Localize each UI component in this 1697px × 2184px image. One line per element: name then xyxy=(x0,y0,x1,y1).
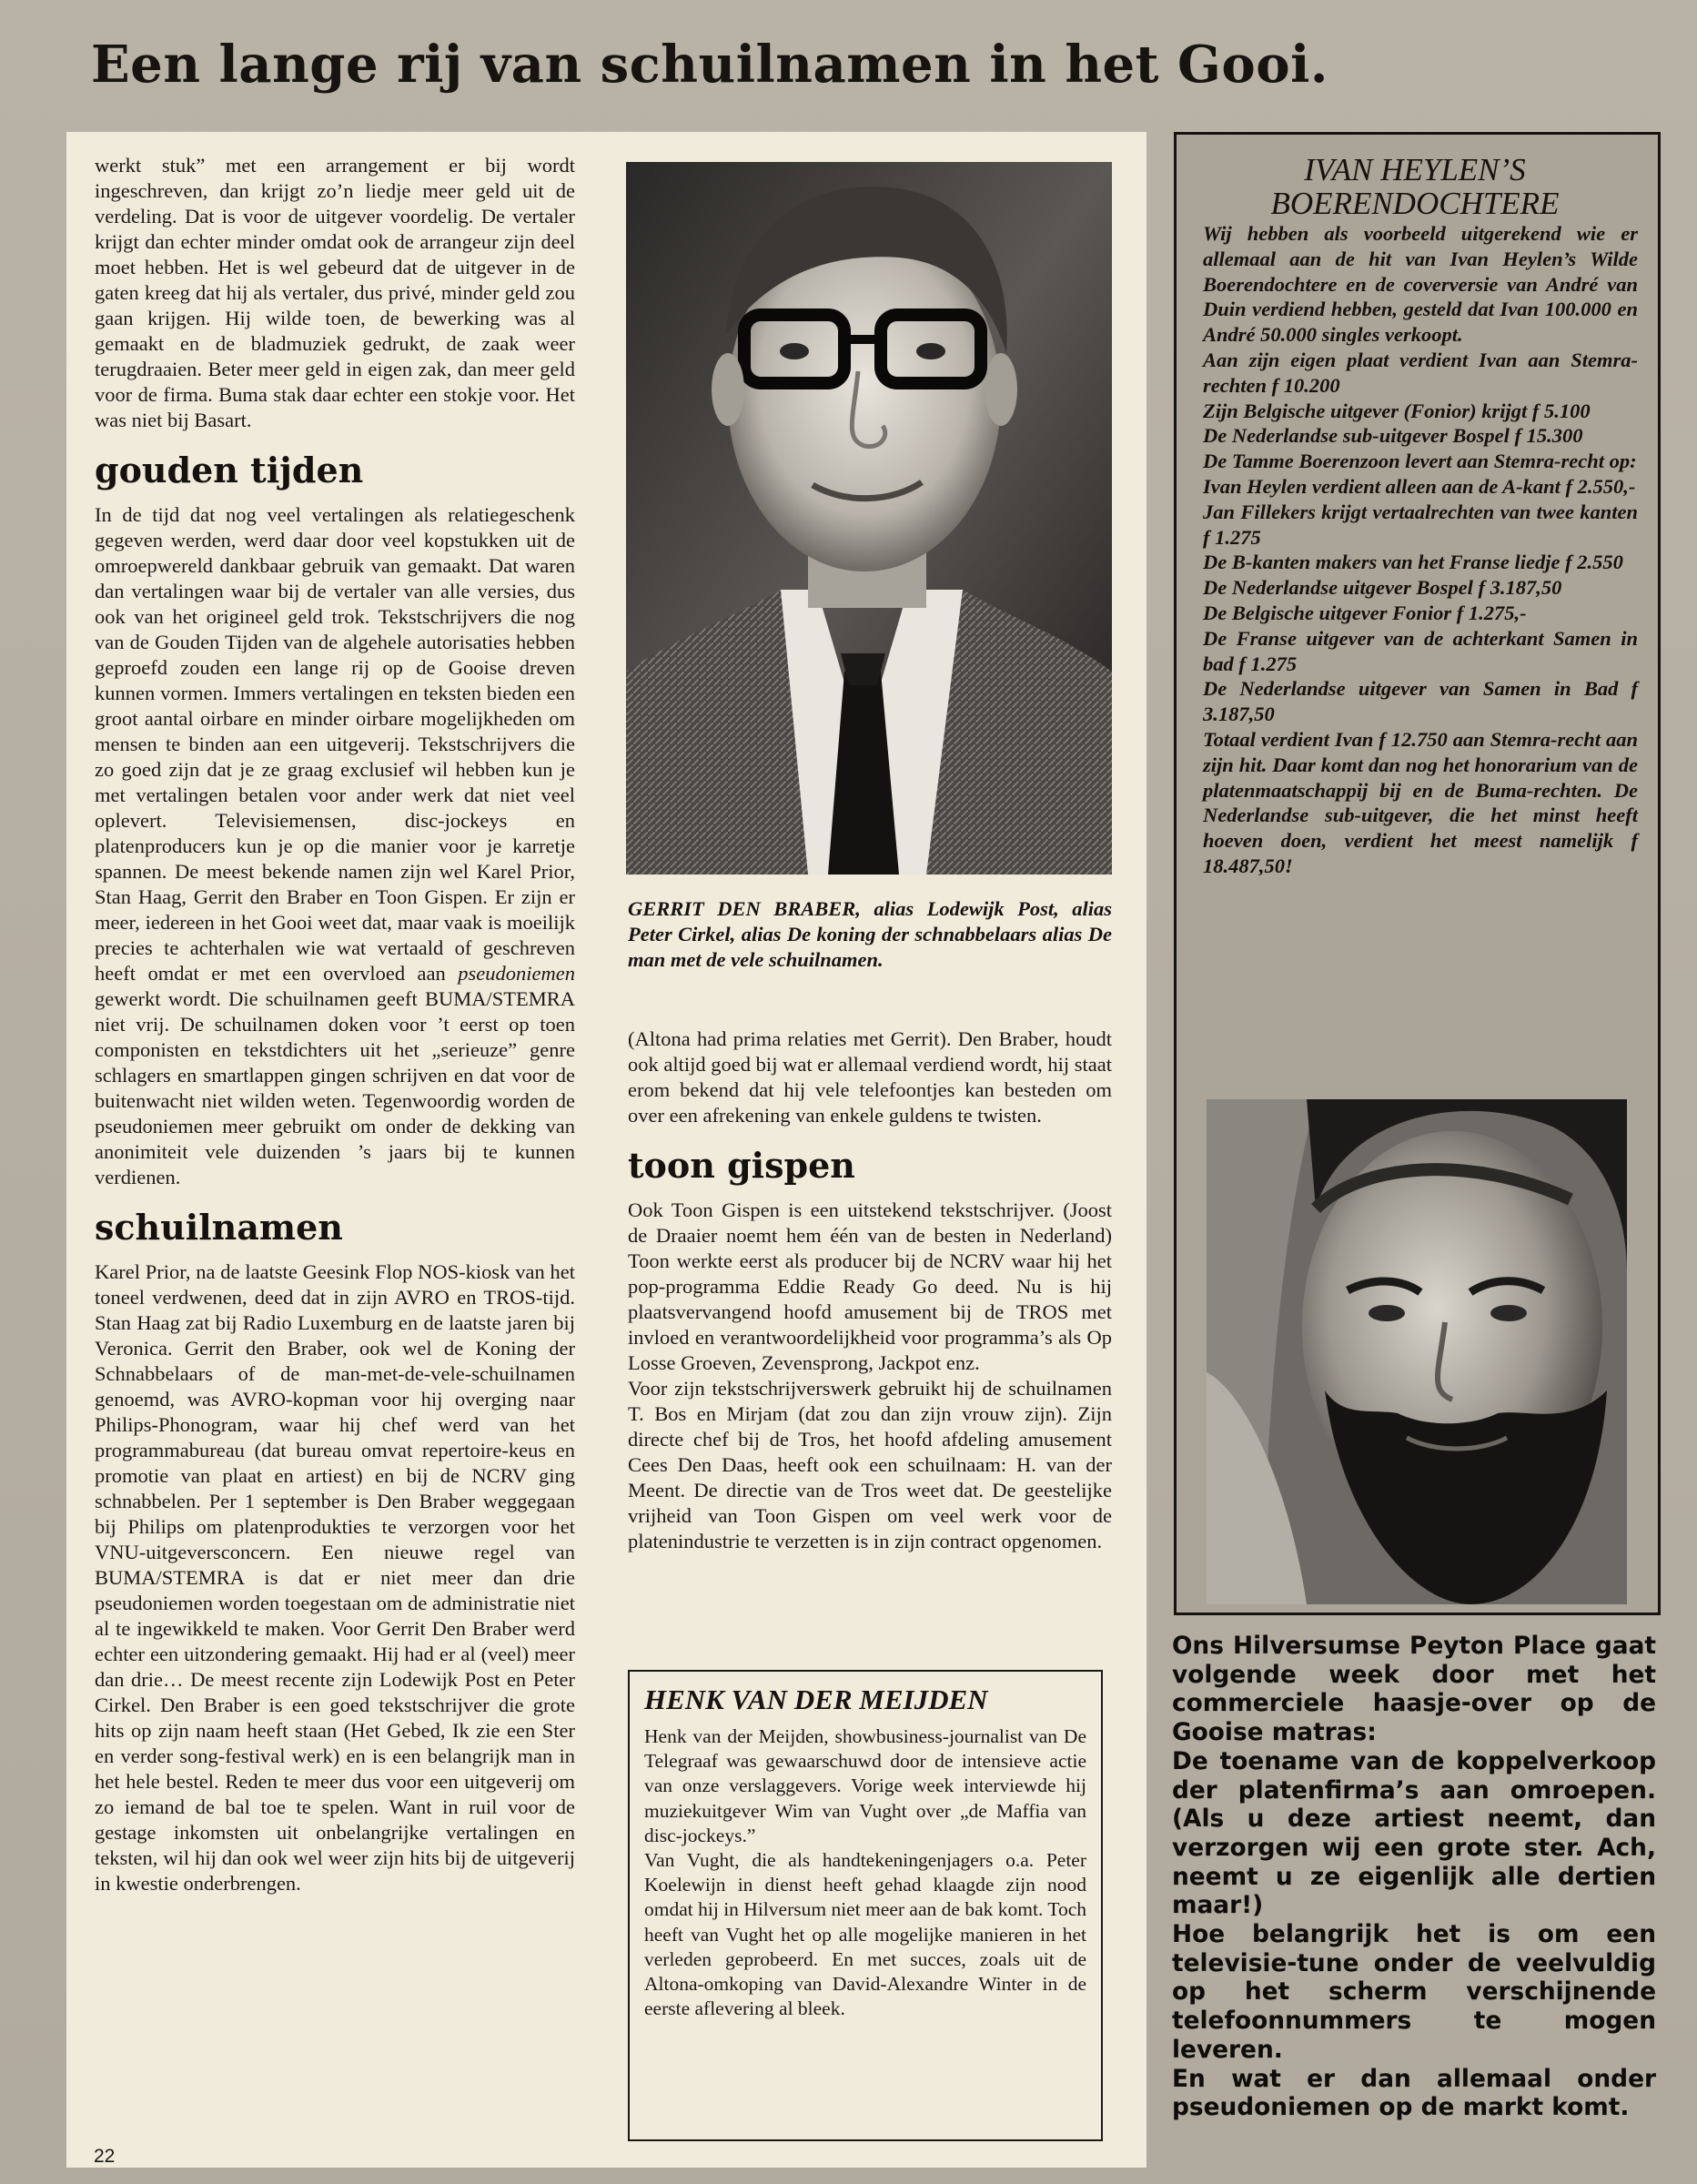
pseudoniemen-italic: pseudoniemen xyxy=(458,962,576,985)
sidebar-title-line-2: BOERENDOCHTERE xyxy=(1270,186,1560,221)
gouden-text-before: In de tijd dat nog veel vertalingen als relatiegeschenk gegeven werden, werd daar door veel kopstukken uit de omroepwereld dankbaar gebruik van gemaakt. Dat waren dan vertalingen waar bij de vertaler van alle versies, dus ook van het origineel geld trok. Tekstschrijvers die nog van de Gouden Tijden van de algehele autorisaties hebben geproefd zouden een lange rij op de Gooise dreven kunnen vormen. Immers vertalingen en teksten bieden een groot aantal oirbare en minder oirbare mogelijkheden om mensen te binden aan een uitgeverij. Tekstschrijvers die zo goed zijn dat je ze graag exclusief wil hebben kun je met vertalingen betalen voor ander werk dat niet veel oplevert. Televisiemensen, disc-jockeys en platenproducers kun je op die manier voor je karretje spannen. De meest bekende namen zijn wel Karel Prior, Stan Haag, Gerrit den Braber en Toon Gispen. Er zijn er meer, iedereen in het Gooi weet dat, maar vaak is moeilijk precies te achterhalen wie wat vertaald of geschreven heeft omdat er met een overvloed aan xyxy=(95,503,575,985)
subhead-schuilnamen: schuilnamen xyxy=(95,1207,343,1248)
sidebar-line: De Nederlandse sub-uitgever Bospel f 15.300 xyxy=(1203,424,1583,448)
sidebar-title xyxy=(1192,153,1638,220)
gouden-tijden-paragraph xyxy=(95,502,575,1190)
schuilnamen-paragraph: Karel Prior, na de laatste Geesink Flop NOS-kiosk van het toneel verdwenen, deed dat in zijn AVRO en TROS-tijd. Stan Haag zat bij Radio Luxemburg en de laatste jaren bij Veronica. Gerrit den Braber, ook wel de Koning der Schnabbelaars of de man-met-de-vele-schuilnamen genoemd, was AVRO-kopman voor hij overging naar Philips-Phonogram, waar hij chef werd van het programmabureau (dat bureau omvat repertoire-keus en promotie van plaat en artiest) en bij de NCRV ging schnabbelen. Per 1 september is Den Braber weggegaan bij Philips om platenprodukties te verzorgen voor het VNU-uitgeversconcern. Een nieuwe regel van BUMA/STEMRA is dat er niet meer dan drie pseudoniemen worden toegestaan om de administratie niet al te ingewikkeld te maken. Voor Gerrit Den Braber werd echter een uitzondering gemaakt. Hij had er al (veel) meer dan drie… De meest recente zijn Lodewijk Post en Peter Cirkel. Den Braber is een goed tekstschrijver die grote hits op zijn naam heeft staan (Het Gebed, Ik zie een Ster en verder song-festival werk) en is een belangrijk man in het hele bestel. Reden te meer dus voor een uitgeverij om zo iemand de bal toe te spelen. Want in ruil voor de gestage inkomsten uit onbelangrijke vertalingen en teksten, wil hij dan ook wel weer zijn hits bij de uitgeverij in kwestie onderbrengen. xyxy=(95,1260,575,1895)
intro-paragraph: werkt stuk” met een arrangement er bij wordt ingeschreven, dan krijgt zo’n liedje meer geld uit de verdeling. Dat is voor de uitgever voordelig. De vertaler krijgt dan echter minder omdat ook de arrangeur zijn deel moet hebben. Het is wel gebeurd dat de uitgever in de gaten kreeg dat hij als vertaler, dus privé, minder geld zou gaan krijgen. Hij wilde toen, de bewerking was al gemaakt en de bladmuziek gedrukt, de zaak weer terugdraaien. Beter meer geld in eigen zak, dan meer geld voor de firma. Buma stak daar echter een stokje voor. Het was niet bij Basart. xyxy=(95,154,575,431)
sidebar-title-line-1: IVAN HEYLEN’S xyxy=(1304,152,1526,187)
promo-line: Hoe belangrijk het is om een televisie-tune onder de veelvuldig op het scherm verschijnende telefoonnummers te mogen leveren. xyxy=(1172,1920,1656,2064)
sidebar-line: De Tamme Boerenzoon levert aan Stemra-recht op: xyxy=(1203,450,1637,473)
subhead-gouden-tijden: gouden tijden xyxy=(95,450,364,490)
sidebar-line: De B-kanten makers van het Franse liedje f 2.550 xyxy=(1203,551,1623,574)
sidebar-body xyxy=(1203,221,1638,879)
sidebar-line: Totaal verdient Ivan f 12.750 aan Stemra-recht aan zijn hit. Daar komt dan nog het honorarium van de platenmaatschappij bij en de Buma-rechten. De Nederlandse sub-uitgever, die het minst heeft hoeven doen, verdient het meest namelijk f 18.487,50! xyxy=(1203,727,1638,877)
toon-gispen-paragraph-1: Ook Toon Gispen is een uitstekend tekstschrijver. (Joost de Draaier noemt hem één van de besten in Nederland) Toon werkte eerst als producer bij de NCRV waar hij het pop-programma Eddie Ready Go deed. Nu is hij plaatsvervangend hoofd amusement bij de TROS met invloed en verantwoordelijkheid voor programma’s als Op Losse Groeven, Zevensprong, Jackpot enz. xyxy=(628,1198,1112,1374)
sidebar-line: De Belgische uitgever Fonior f 1.275,- xyxy=(1203,601,1527,624)
portrait-man-glasses-illustration xyxy=(626,162,1112,875)
next-week-promo xyxy=(1172,1632,1656,2122)
henk-box-paragraph-2: Van Vught, die als handtekeningenjagers o.a. Peter Koelewijn in dienst heeft gehad klaagde zijn nood omdat hij in Hilversum niet meer aan de bak komt. Toch heeft van Vught het op alle mogelijke manieren in het verleden geprobeerd. En met succes, zoals uit de Altona-omkoping van David-Alexandre Winter in de eerste aflevering al bleek. xyxy=(644,1849,1086,2020)
gouden-text-after: gewerkt wordt. Die schuilnamen geeft BUMA/STEMRA niet vrij. De schuilnamen doken voor ’t eerst op toen componisten en tekstdichters uit het „serieuze” genre schlagers en smartlappen gingen schrijven en dat voor de buitenwacht niet wilden weten. Tegenwoordig worden de pseudoniemen meer gebruikt om onder de dekking van anonimiteit vele duizenden ’s jaars bij te kunnen verdienen. xyxy=(95,987,575,1188)
henk-van-der-meijden-box xyxy=(628,1670,1103,2141)
sidebar-line: De Franse uitgever van de achterkant Samen in bad f 1.275 xyxy=(1203,626,1638,675)
subhead-toon-gispen: toon gispen xyxy=(628,1145,855,1186)
altona-paragraph: (Altona had prima relaties met Gerrit). Den Braber, houdt ook altijd goed bij wat er allemaal verdiend wordt, hij staat erom bekend dat hij vele telefoontjes kan besteden om over een afrekening van enkele guldens te twisten. xyxy=(628,1027,1112,1127)
sidebar-line: De Nederlandse uitgever van Samen in Bad f 3.187,50 xyxy=(1203,677,1638,726)
promo-line: En wat er dan allemaal onder pseudoniemen op de markt komt. xyxy=(1172,2064,1656,2122)
page-number: 22 xyxy=(94,2146,116,2167)
sidebar-line: Ivan Heylen verdient alleen aan de A-kant f 2.550,- xyxy=(1203,474,1636,498)
toon-gispen-paragraph-2: Voor zijn tekstschrijverswerk gebruikt hij de schuilnamen T. Bos en Mirjam (dat zou dan zijn vrouw zijn). Zijn directe chef bij de Tros, het hoofd afdeling amusement Cees Den Daas, heeft ook een schuilnaam: H. van der Meent. De directie van de Tros weet dat. De geestelijke vrijheid van Toon Gispen om veel werk voor de platenindustrie te verzetten is in zijn contract opgenomen. xyxy=(628,1377,1112,1552)
sidebar-line: Wij hebben als voorbeeld uitgerekend wie er allemaal aan de hit van Ivan Heylen’s Wilde Boerendochtere en de coverversie van André van Duin verdiend hebben, gesteld dat Ivan 100.000 en André 50.000 singles verkoopt. xyxy=(1203,222,1638,347)
promo-line: Ons Hilversumse Peyton Place gaat volgende week door met het commerciele haasje-over op de Gooise matras: xyxy=(1172,1632,1656,1747)
page-headline: Een lange rij van schuilnamen in het Gooi. xyxy=(91,35,1328,95)
sidebar-line: Zijn Belgische uitgever (Fonior) krijgt f 5.100 xyxy=(1203,399,1591,422)
promo-line: De toename van de koppelverkoop der platenfirma’s aan omroepen. (Als u deze artiest neemt, dan verzorgen wij een grote ster. Ach, neemt u ze eigenlijk alle dertien maar!) xyxy=(1172,1746,1656,1920)
sidebar-line: Aan zijn eigen plaat verdient Ivan aan Stemra-rechten f 10.200 xyxy=(1203,348,1638,397)
article-column-1 xyxy=(95,153,575,1896)
portrait-bearded-man-illustration xyxy=(1207,1099,1627,1604)
henk-box-title: HENK VAN DER MEIJDEN xyxy=(644,1684,988,1715)
sidebar-line: De Nederlandse uitgever Bospel f 3.187,50 xyxy=(1203,576,1562,600)
article-column-2 xyxy=(628,1026,1112,1554)
photo1-caption: GERRIT DEN BRABER, alias Lodewijk Post, alias Peter Cirkel, alias De koning der schnabbelaars alias De man met de vele schuilnamen. xyxy=(628,897,1112,971)
photo-gerrit-den-braber xyxy=(626,162,1112,875)
photo-bearded-man xyxy=(1207,1099,1627,1604)
sidebar-line: Jan Fillekers krijgt vertaalrechten van twee kanten f 1.275 xyxy=(1203,500,1638,549)
henk-box-paragraph-1: Henk van der Meijden, showbusiness-journalist van De Telegraaf was gewaarschuwd door de intensieve actie van onze verslaggevers. Vorige week interviewde hij muziekuitgever Wim van Vught over „de Maffia van disc-jockeys.” xyxy=(644,1725,1086,1846)
